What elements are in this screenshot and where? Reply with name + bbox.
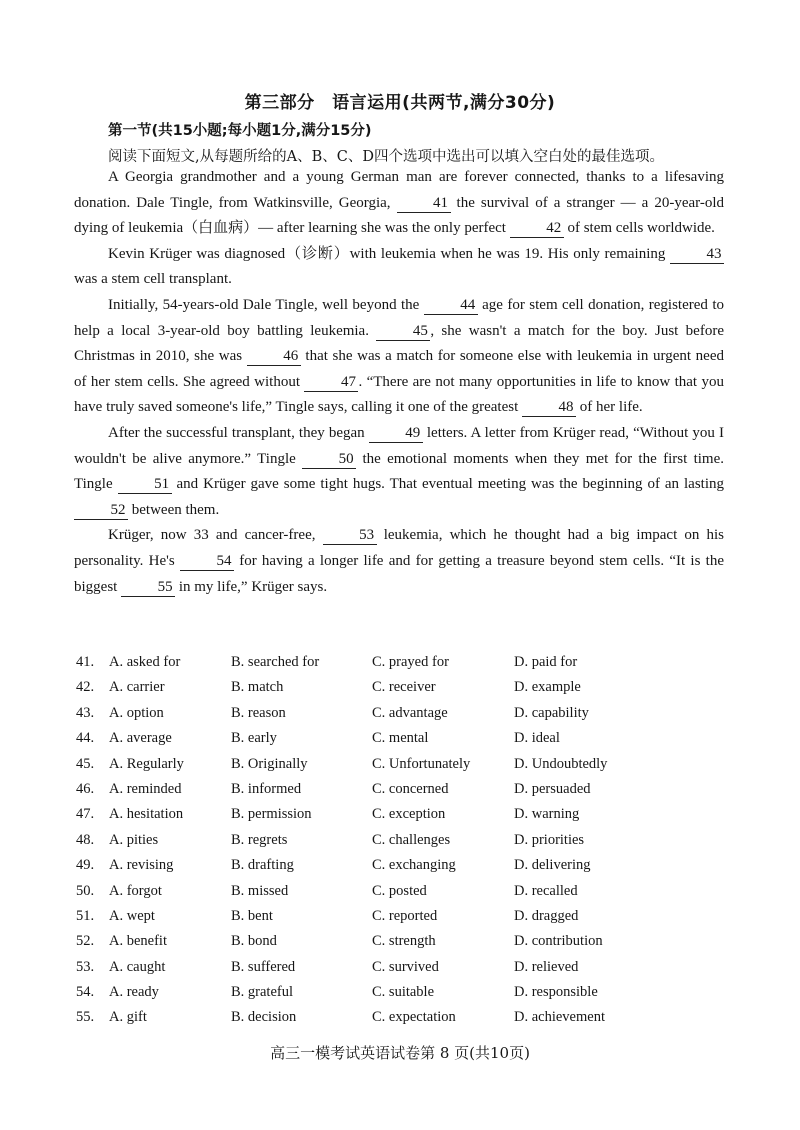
option-d: D. capability xyxy=(514,704,589,721)
option-a: A. asked for xyxy=(109,654,181,670)
passage-text: for having a longer life and for getting a treasure beyond stem cells. “It is the biggest xyxy=(74,552,724,595)
question-number: 47. xyxy=(76,806,95,823)
option-c: C. advantage xyxy=(372,704,448,721)
question-row xyxy=(76,730,696,755)
option-b: B. searched for xyxy=(231,654,320,670)
blank-51: 51 xyxy=(118,475,172,494)
option-c: C. prayed for xyxy=(372,654,449,670)
option-c: C. Unfortunately xyxy=(372,755,471,772)
blank-44: 44 xyxy=(424,296,478,315)
option-c: C. concerned xyxy=(372,780,449,797)
passage-text: in my life,” Krüger says. xyxy=(175,578,328,595)
question-number: 41. xyxy=(76,654,95,670)
option-d: D. delivering xyxy=(514,857,591,874)
option-d: D. Undoubtedly xyxy=(514,755,608,772)
option-d: D. relieved xyxy=(514,958,579,975)
option-b: B. bent xyxy=(231,907,273,924)
option-a: A. option xyxy=(109,704,164,721)
blank-45: 45 xyxy=(376,322,430,341)
question-row xyxy=(76,883,696,908)
option-a: A. Regularly xyxy=(109,755,184,772)
option-d: D. responsible xyxy=(514,984,598,1001)
blank-50: 50 xyxy=(302,450,356,469)
option-d: D. paid for xyxy=(514,654,578,670)
page-footer: 高三一模考试英语试卷第 8 页(共10页) xyxy=(270,1044,530,1062)
question-row xyxy=(76,959,696,984)
question-number: 48. xyxy=(76,831,95,848)
question-row xyxy=(76,705,696,730)
passage-text: After the successful transplant, they began xyxy=(108,424,369,441)
option-a: A. reminded xyxy=(109,780,182,797)
question-number: 55. xyxy=(76,1009,95,1026)
option-a: A. ready xyxy=(109,984,159,1001)
blank-55: 55 xyxy=(121,578,175,597)
blank-47: 47 xyxy=(304,373,358,392)
option-b: B. decision xyxy=(231,1009,297,1026)
passage-text: that she was a match for someone else with leukemia in urgent need of her stem cells. She agreed without xyxy=(74,348,724,390)
question-row xyxy=(76,781,696,806)
option-c: C. suitable xyxy=(372,984,435,1001)
option-a: A. carrier xyxy=(109,679,165,696)
option-a: A. pities xyxy=(109,831,159,848)
option-d: D. dragged xyxy=(514,907,579,924)
blank-54: 54 xyxy=(180,552,234,571)
passage-text: of her life. xyxy=(576,399,643,416)
option-b: B. permission xyxy=(231,806,312,823)
option-a: A. average xyxy=(109,730,172,747)
question-number: 43. xyxy=(76,704,95,721)
blank-41: 41 xyxy=(397,194,451,213)
option-a: A. forgot xyxy=(109,882,162,899)
option-b: B. Originally xyxy=(231,755,308,772)
option-b: B. reason xyxy=(231,704,286,721)
passage-text: leukemia, which he thought had a big impact on his personality. He's xyxy=(74,527,724,569)
option-d: D. ideal xyxy=(514,730,560,747)
question-number: 42. xyxy=(76,679,95,696)
blank-46: 46 xyxy=(247,347,301,366)
option-a: A. wept xyxy=(109,907,155,924)
paragraph-2 xyxy=(74,242,724,293)
question-row xyxy=(76,908,696,933)
blank-48: 48 xyxy=(522,398,576,417)
answer-options xyxy=(76,654,696,1035)
question-number: 52. xyxy=(76,933,95,950)
option-c: C. exchanging xyxy=(372,857,456,874)
question-number: 51. xyxy=(76,907,95,924)
option-c: C. receiver xyxy=(372,679,436,696)
passage-text: Kevin Krüger was diagnosed（诊断）with leukemia when he was 19. His only remaining xyxy=(108,245,670,262)
option-d: D. recalled xyxy=(514,882,578,899)
section-title: 第一节(共15小题;每小题1分,满分15分) xyxy=(108,123,372,139)
option-a: A. caught xyxy=(109,958,166,975)
question-number: 54. xyxy=(76,984,95,1001)
passage-text: between them. xyxy=(128,501,220,518)
question-number: 50. xyxy=(76,882,95,899)
option-d: D. warning xyxy=(514,806,580,823)
passage-text: the survival of a stranger — a 20-year-old dying of leukemia（白血病）— after learning she was the only perfect xyxy=(74,194,724,237)
option-d: D. contribution xyxy=(514,933,603,950)
passage-text: Krüger, now 33 and cancer-free, xyxy=(108,527,323,544)
blank-49: 49 xyxy=(369,424,423,443)
option-b: B. informed xyxy=(231,780,302,797)
option-a: A. hesitation xyxy=(109,806,184,823)
option-b: B. bond xyxy=(231,933,277,950)
option-b: B. drafting xyxy=(231,857,294,874)
option-c: C. reported xyxy=(372,907,438,924)
option-b: B. missed xyxy=(231,882,289,899)
option-d: D. persuaded xyxy=(514,780,591,797)
question-row xyxy=(76,933,696,958)
question-number: 53. xyxy=(76,958,95,975)
option-b: B. early xyxy=(231,730,277,747)
option-d: D. priorities xyxy=(514,831,585,848)
option-b: B. suffered xyxy=(231,958,296,975)
blank-42: 42 xyxy=(510,219,564,238)
question-row xyxy=(76,1009,696,1034)
question-row xyxy=(76,832,696,857)
blank-43: 43 xyxy=(670,245,724,264)
paragraph-4 xyxy=(74,421,724,523)
passage-text: of stem cells worldwide. xyxy=(563,220,715,237)
option-c: C. survived xyxy=(372,958,439,975)
question-row xyxy=(76,654,696,679)
option-c: C. exception xyxy=(372,806,446,823)
instructions: 阅读下面短文,从每题所给的A、B、C、D四个选项中选出可以填入空白处的最佳选项。 xyxy=(108,149,664,165)
cloze-passage xyxy=(74,165,724,600)
question-row xyxy=(76,679,696,704)
part-title: 第三部分 语言运用(共两节,满分30分) xyxy=(244,93,556,113)
option-c: C. expectation xyxy=(372,1009,456,1026)
paragraph-3 xyxy=(74,293,724,421)
option-b: B. match xyxy=(231,679,284,696)
passage-text: age for stem cell donation, registered to help a local 3-year-old boy battling leukemia. xyxy=(74,296,724,339)
question-row xyxy=(76,806,696,831)
passage-text: , she wasn't a match for the boy. Just before Christmas in 2010, she was xyxy=(74,322,724,365)
option-d: D. achievement xyxy=(514,1009,605,1026)
passage-text: letters. A letter from Krüger read, “Without you I wouldn't be alive anymore.” Tingle xyxy=(74,424,724,467)
question-row xyxy=(76,984,696,1009)
passage-text: A Georgia grandmother and a young German man are forever connected, thanks to a lifesaving donation. Dale Tingle, from Watkinsville, Georgia, xyxy=(74,169,724,211)
passage-text: Initially, 54-years-old Dale Tingle, well beyond the xyxy=(108,296,424,313)
passage-text: the emotional moments when they met for the first time. Tingle xyxy=(74,450,724,493)
question-row xyxy=(76,756,696,781)
question-number: 46. xyxy=(76,780,95,797)
passage-text: and Krüger gave some tight hugs. That eventual meeting was the beginning of an lasting xyxy=(171,476,724,493)
option-a: A. gift xyxy=(109,1009,147,1026)
option-c: C. strength xyxy=(372,933,436,950)
option-b: B. regrets xyxy=(231,831,288,848)
option-c: C. posted xyxy=(372,882,427,899)
passage-text: was a stem cell transplant. xyxy=(74,271,232,288)
question-number: 44. xyxy=(76,730,95,747)
blank-52: 52 xyxy=(74,501,128,520)
blank-53: 53 xyxy=(323,526,377,545)
question-number: 49. xyxy=(76,857,95,874)
paragraph-5 xyxy=(74,523,724,600)
option-a: A. revising xyxy=(109,857,174,874)
question-row xyxy=(76,857,696,882)
option-c: C. mental xyxy=(372,730,429,747)
option-b: B. grateful xyxy=(231,984,294,1001)
question-number: 45. xyxy=(76,755,95,772)
option-c: C. challenges xyxy=(372,831,451,848)
option-a: A. benefit xyxy=(109,933,167,950)
passage-text: . “There are not many opportunities in life to know that you have truly saved someone's life,” Tingle says, calling it one of the greatest xyxy=(74,373,724,416)
option-d: D. example xyxy=(514,679,581,696)
paragraph-1 xyxy=(74,165,724,242)
